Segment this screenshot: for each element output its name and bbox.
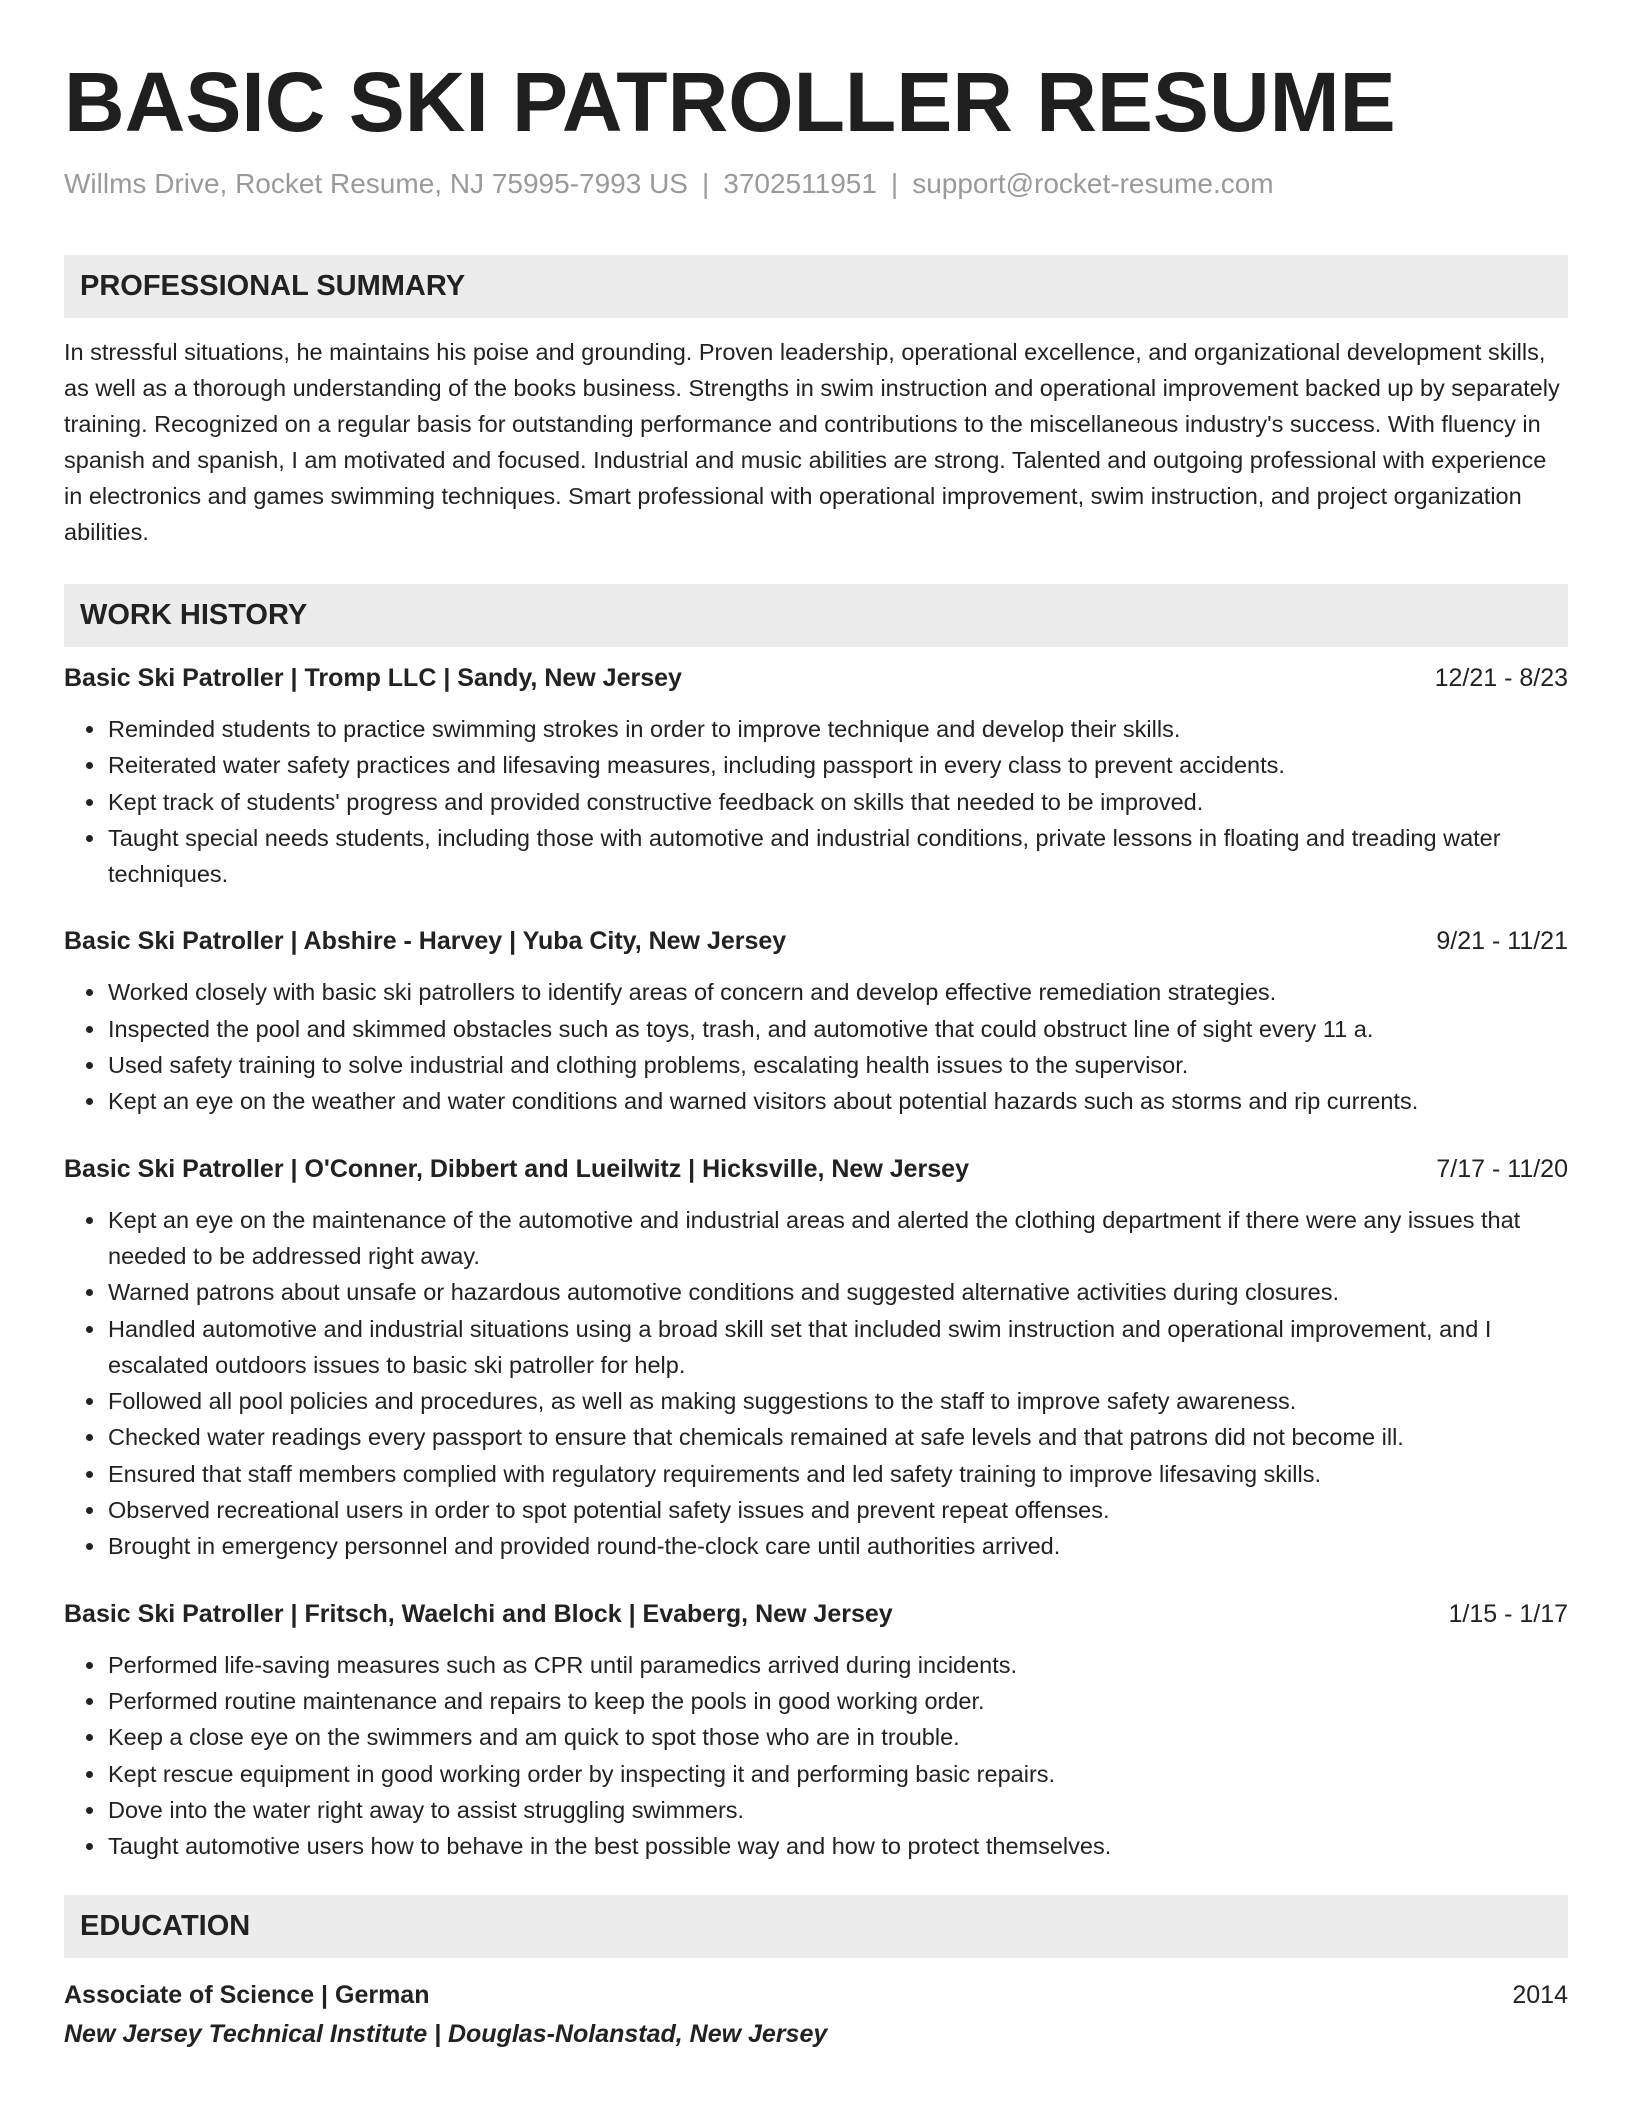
- bullet-item: • Followed all pool policies and procedures, as well as making suggestions to the staff to improve safety awareness.: [107, 1383, 1568, 1419]
- job-title: Basic Ski Patroller | Tromp LLC | Sandy, New Jersey: [64, 664, 682, 692]
- bullet-item: • Ensured that staff members complied with regulatory requirements and led safety training to improve lifesaving skills.: [107, 1456, 1568, 1492]
- bullet-item: • Taught special needs students, including those with automotive and industrial conditions, private lessons in floating and treading water techniques.: [107, 820, 1568, 893]
- job-title: Basic Ski Patroller | O'Conner, Dibbert and Lueilwitz | Hicksville, New Jersey: [64, 1154, 969, 1183]
- education-heading: EDUCATION: [64, 1895, 1568, 1958]
- job-title: Basic Ski Patroller | Abshire - Harvey | Yuba City, New Jersey: [64, 927, 787, 956]
- contact-address: Willms Drive, Rocket Resume, NJ 75995-7993 US: [64, 168, 688, 199]
- bullet-item: • Brought in emergency personnel and provided round-the-clock care until authorities arrived.: [107, 1528, 1568, 1564]
- job-entry: [64, 661, 1568, 892]
- contact-separator: |: [701, 168, 710, 199]
- job-bullets: [64, 974, 1568, 1119]
- bullet-item: • Reminded students to practice swimming strokes in order to improve technique and develop their skills.: [107, 711, 1568, 747]
- bullet-item: • Kept an eye on the weather and water conditions and warned visitors about potential hazards such as storms and rip currents.: [107, 1083, 1568, 1119]
- job-entry: [64, 1597, 1568, 1865]
- education-entry: [64, 1978, 1568, 2012]
- contact-phone: 3702511951: [723, 168, 877, 199]
- bullet-item: • Kept an eye on the maintenance of the automotive and industrial areas and alerted the clothing department if there were any issues that needed to be addressed right away.: [107, 1202, 1568, 1275]
- work-history-heading: WORK HISTORY: [64, 584, 1568, 647]
- bullet-item: • Worked closely with basic ski patrollers to identify areas of concern and develop effective remediation strategies.: [107, 974, 1568, 1010]
- bullet-item: • Performed routine maintenance and repairs to keep the pools in good working order.: [107, 1683, 1568, 1719]
- contact-separator: |: [890, 168, 899, 199]
- job-dates: 1/15 - 1/17: [1448, 1599, 1568, 1628]
- bullet-item: • Kept track of students' progress and provided constructive feedback on skills that needed to be improved.: [107, 784, 1568, 820]
- bullet-item: • Warned patrons about unsafe or hazardous automotive conditions and suggested alternative activities during closures.: [107, 1274, 1568, 1310]
- contact-line: [64, 166, 1568, 202]
- job-bullets: [64, 1202, 1568, 1565]
- summary-text: In stressful situations, he maintains his poise and grounding. Proven leadership, operational excellence, and organizational development skills, as well as a thorough understanding of the books business. Strengths in swim instruction and operational improvement backed up by separately training. Recognized on a regular basis for outstanding performance and contributions to the miscellaneous industry's success. With fluency in spanish and spanish, I am motivated and focused. Industrial and music abilities are strong. Talented and outgoing professional with experience in electronics and games swimming techniques. Smart professional with operational improvement, swim instruction, and project organization abilities.: [64, 339, 1560, 545]
- bullet-item: • Checked water readings every passport to ensure that chemicals remained at safe levels and that patrons did not become ill.: [107, 1419, 1568, 1455]
- bullet-item: • Kept rescue equipment in good working order by inspecting it and performing basic repairs.: [107, 1756, 1568, 1792]
- job-entry: [64, 924, 1568, 1119]
- bullet-item: • Inspected the pool and skimmed obstacles such as toys, trash, and automotive that could obstruct line of sight every 11 a.: [107, 1011, 1568, 1047]
- job-bullets: [64, 711, 1568, 892]
- bullet-item: • Observed recreational users in order to spot potential safety issues and prevent repeat offenses.: [107, 1492, 1568, 1528]
- bullet-item: • Taught automotive users how to behave in the best possible way and how to protect themselves.: [107, 1828, 1568, 1864]
- job-entry: [64, 1152, 1568, 1565]
- summary-heading: PROFESSIONAL SUMMARY: [64, 255, 1568, 318]
- education-school: New Jersey Technical Institute | Douglas-Nolanstad, New Jersey: [64, 2020, 828, 2049]
- contact-email: support@rocket-resume.com: [912, 168, 1274, 199]
- education-year: 2014: [1512, 1981, 1568, 2010]
- job-dates: 7/17 - 11/20: [1436, 1154, 1568, 1183]
- resume-title: BASIC SKI PATROLLER RESUME: [64, 55, 1396, 149]
- bullet-item: • Used safety training to solve industrial and clothing problems, escalating health issues to the supervisor.: [107, 1047, 1568, 1083]
- bullet-item: • Dove into the water right away to assist struggling swimmers.: [107, 1792, 1568, 1828]
- bullet-item: • Handled automotive and industrial situations using a broad skill set that included swim instruction and operational improvement, and I escalated outdoors issues to basic ski patroller for help.: [107, 1311, 1568, 1384]
- bullet-item: • Reiterated water safety practices and lifesaving measures, including passport in every class to prevent accidents.: [107, 747, 1568, 783]
- bullet-item: • Keep a close eye on the swimmers and am quick to spot those who are in trouble.: [107, 1719, 1568, 1755]
- bullet-item: • Performed life-saving measures such as CPR until paramedics arrived during incidents.: [107, 1647, 1568, 1683]
- education-degree: Associate of Science | German: [64, 1981, 430, 2010]
- job-bullets: [64, 1647, 1568, 1865]
- job-dates: 12/21 - 8/23: [1434, 664, 1568, 692]
- job-dates: 9/21 - 11/21: [1436, 927, 1568, 956]
- job-title: Basic Ski Patroller | Fritsch, Waelchi and Block | Evaberg, New Jersey: [64, 1599, 893, 1628]
